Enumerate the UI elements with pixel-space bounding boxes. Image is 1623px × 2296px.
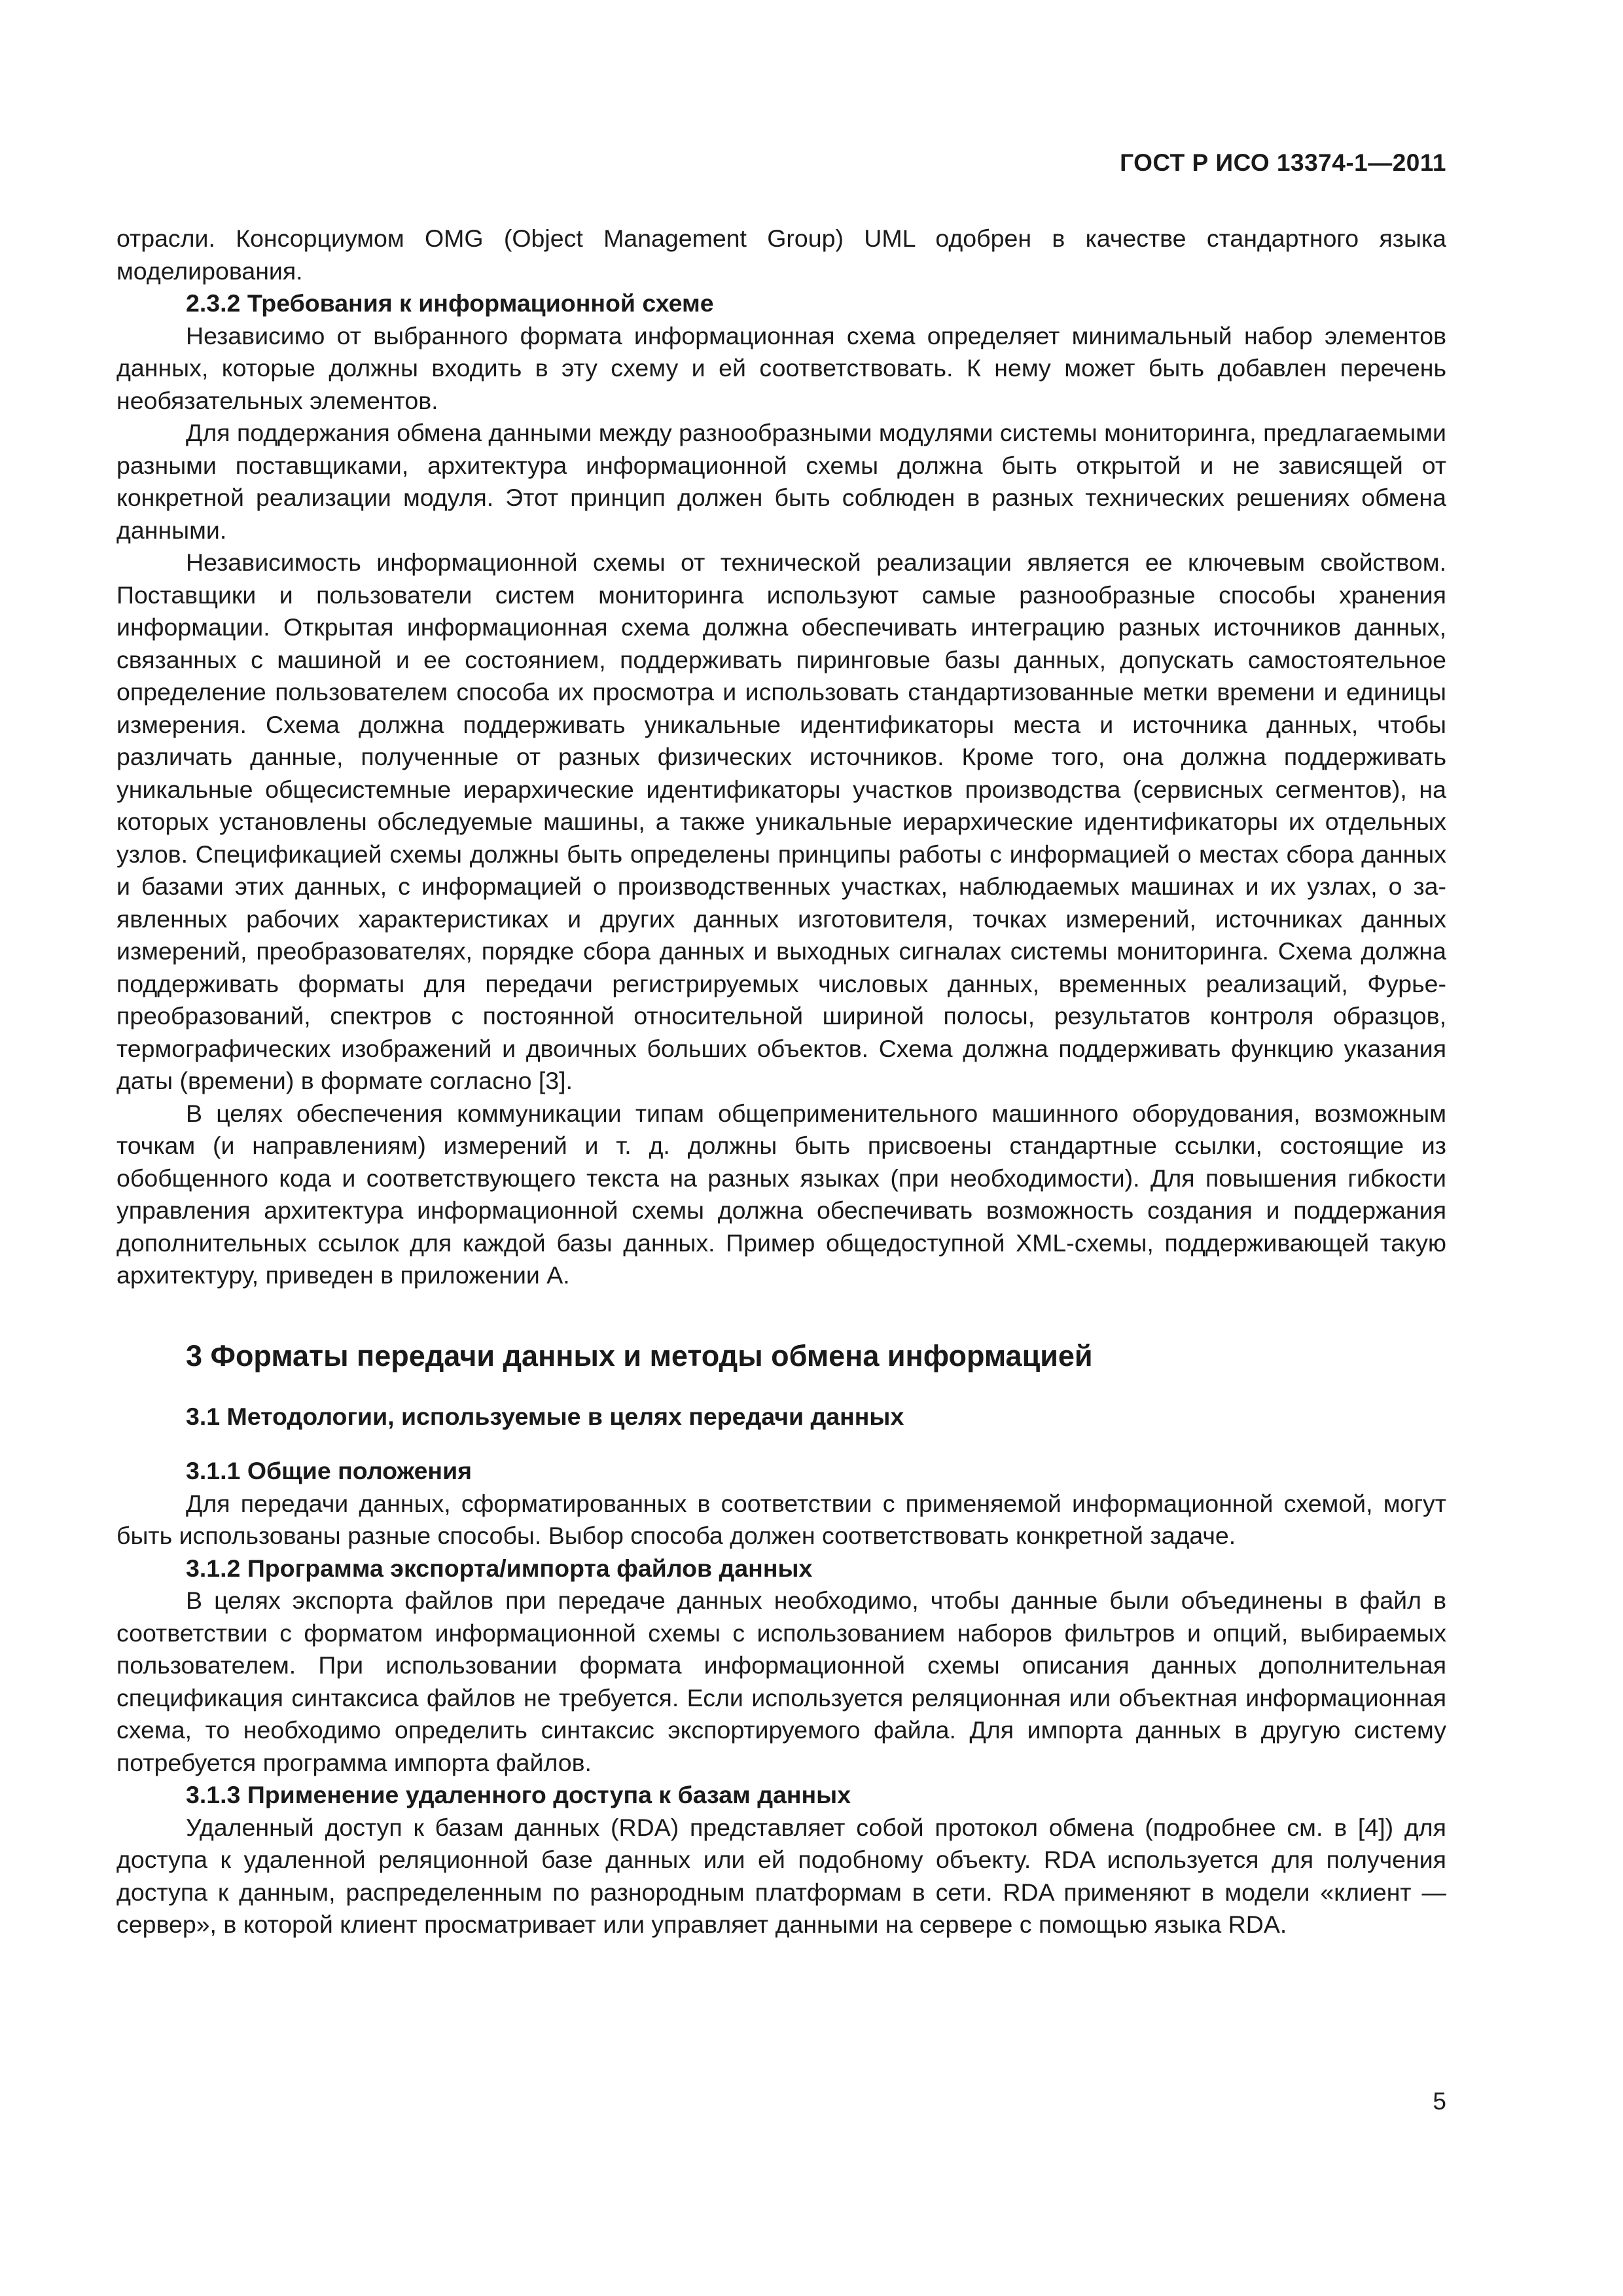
paragraph-6: В целях экспорта файлов при передаче данных необходимо, чтобы данные были объединены в файл в соответствии с форматом информационной схемы с использованием наборов фильтров и опций, выбираемых пользователем. При использовании формата информационной схемы описания данных дополнительная спецификация синтаксиса файлов не требуется. Если используется реляционная или объектная информационная схема, то необходимо определить синтаксис экспортируемого файла. Для импорта данных в другую систему потребуется программа импорта файлов.: [116, 1587, 1446, 1776]
paragraph-7: Удаленный доступ к базам данных (RDA) представляет собой протокол обмена (подробнее см. в [4]) для доступа к удаленной реляционной базе данных или ей подобному объекту. RDA используется для получения доступа к данным, распределенным по разнородным платформам в сети. RDA применяют в модели «клиент — сервер», в которой клиент просматривает или управляет данными на сервере с помощью языка RDA.: [116, 1813, 1446, 1938]
paragraph-intro: отрасли. Консорциумом OMG (Object Management Group) UML одобрен в качестве стандартного языка моделирования.: [116, 224, 1446, 285]
document-header-id: ГОСТ Р ИСО 13374-1—2011: [1120, 149, 1446, 176]
document-body: [116, 223, 1446, 1941]
heading-3-1-3: 3.1.3 Применение удаленного доступа к базам данных: [186, 1781, 851, 1808]
heading-3-1-2: 3.1.2 Программа экспорта/импорта файлов данных: [186, 1554, 813, 1582]
paragraph-3: Независимость информационной схемы от технической реализации является ее ключевым свойством. Поставщики и пользователи систем мониторинга используют самые разнообразные способы хранения информации. Открытая информационная схема должна обеспечивать интеграцию разных источников данных, связанных с машиной и ее состоянием, поддерживать пиринговые базы данных, допускать самостоятельное определение пользователем способа их просмотра и использовать стандартизованные метки времени и единицы измерения. Схема должна поддерживать уникальные идентификаторы места и источника данных, чтобы различать данные, полученные от разных физических источников. Кроме того, она должна поддерживать уникальные общесистемные иерархические идентификаторы участков производства (сервисных сегментов), на которых установлены обследуемые машины, а также уникальные иерархические идентификаторы их отдельных узлов. Спецификацией схемы должны быть определены принципы работы с информацией о местах сбора данных и базами этих данных, с информацией о производственных участках, наблюдаемых машинах и их узлах, о заявленных рабочих характеристиках и других данных изготовителя, точках измерений, источниках данных измерений, преобразователях, порядке сбора данных и выходных сигналах системы мониторинга. Схема должна поддерживать форматы для передачи регистрируемых числовых данных, временных реализаций, Фурье-преобразований, спектров с постоянной относительной шириной полосы, результатов контроля образцов, термографических изображений и двоичных больших объектов. Схема должна поддерживать функцию указания даты (времени) в формате согласно [3].: [116, 548, 1446, 1094]
paragraph-5: Для передачи данных, сформатированных в соответствии с применяемой информационной схемой, могут быть использованы разные способы. Выбор способа должен соответствовать конкретной задаче.: [116, 1489, 1446, 1549]
paragraph-1: Независимо от выбранного формата информационная схема определяет минимальный набор элементов данных, которые должны входить в эту схему и ей соответствовать. К нему может быть добавлен перечень необязательных элементов.: [116, 321, 1446, 414]
page-number: 5: [1433, 2088, 1446, 2115]
paragraph-4: В целях обеспечения коммуникации типам общеприменительного машинного оборудования, возможным точкам (и направлениям) измерений и т. д. должны быть присвоены стандартные ссылки, состоящие из обобщенного кода и соответствующего текста на разных языках (при необходимости). Для повышения гибкости управления архитектура информационной схемы должна обеспечивать возможность создания и поддержания дополнительных ссылок для каждой базы данных. Пример общедоступной XML-схемы, поддерживающей такую архитектуру, приведен в приложении А.: [116, 1099, 1446, 1289]
heading-2-3-2: 2.3.2 Требования к информационной схеме: [186, 289, 714, 317]
paragraph-2: Для поддержания обмена данными между разнообразными модулями системы мониторинга, предлагаемыми разными поставщиками, архитектура информационной схемы должна быть открытой и не зависящей от конкретной реализации модуля. Этот принцип должен быть соблюден в разных технических решениях обмена данными.: [116, 419, 1446, 544]
heading-3-1: 3.1 Методологии, используемые в целях передачи данных: [186, 1402, 904, 1430]
document-page: [116, 0, 1446, 2296]
heading-3-1-1: 3.1.1 Общие положения: [186, 1457, 473, 1484]
section-heading-3: 3 Форматы передачи данных и методы обмена информацией: [186, 1338, 1093, 1372]
